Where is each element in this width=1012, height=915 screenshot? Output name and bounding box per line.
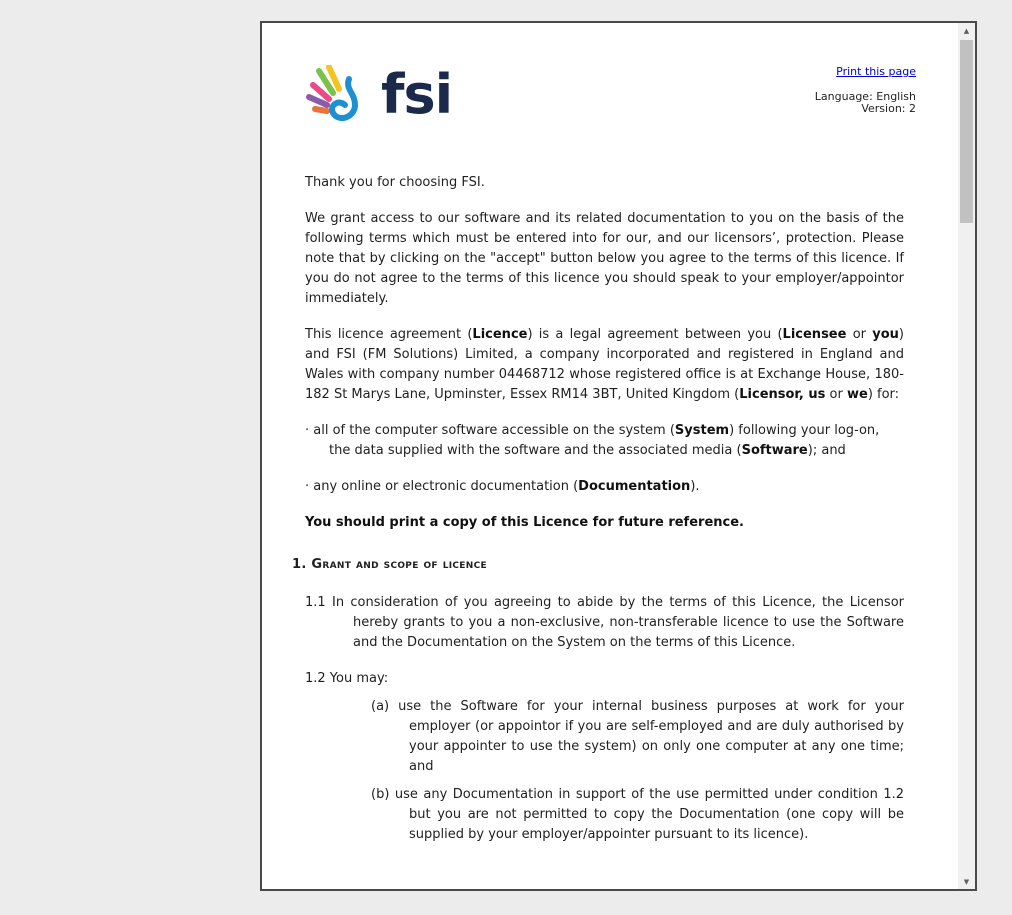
clause-1-1: 1.1 In consideration of you agreeing to abide by the terms of this Licence, the Licensor hereby grants to you a non-exclusive, non-transferable licence to use the Software and the Documentation on the System on the terms of this Licence.: [305, 595, 904, 650]
agreement-text-1: This licence agreement (: [305, 327, 473, 342]
thanks-paragraph: Thank you for choosing FSI.: [305, 175, 485, 190]
agreement-text-5: or: [825, 387, 847, 402]
print-page-link[interactable]: Print this page: [836, 65, 916, 78]
term-documentation: Documentation: [578, 479, 691, 494]
section-1-heading: 1. Grant and scope of licence: [292, 557, 487, 572]
print-notice-text: You should print a copy of this Licence for future reference.: [305, 515, 744, 530]
version-label: Version: 2: [861, 102, 916, 115]
print-notice: [305, 513, 904, 533]
fsi-hand-icon: [305, 65, 377, 125]
scrollbar-thumb[interactable]: [960, 40, 973, 223]
clause-1-2: 1.2 You may:: [305, 671, 389, 686]
bullet1-text-2: ) following your log-on, the data supplied with the software and the associated media (: [329, 423, 880, 458]
clause-1-2-b: (b) use any Documentation in support of the use permitted under condition 1.2 but you are not permitted to copy the Documentation (one copy will be supplied by your employer/appointer pursuant to its licence).: [371, 787, 904, 842]
language-label: Language: English: [814, 90, 916, 103]
term-licensee: Licensee: [782, 327, 847, 342]
licence-content: [262, 23, 957, 889]
bullet2-text-2: ).: [690, 479, 700, 494]
term-licence: Licence: [472, 327, 528, 342]
document-meta: [815, 91, 916, 115]
bullet1-text-1: · all of the computer software accessible on the system (: [305, 423, 675, 438]
agreement-text-3: or: [846, 327, 873, 342]
agreement-text-6: ) for:: [867, 387, 900, 402]
grant-access-paragraph: We grant access to our software and its related documentation to you on the basis of the following terms which must be entered into for our, and our licensors’, protection. Please note that by clicking on the "accept" button below you agree to the terms of this licence. If you do not agree to the terms of this licence you should speak to your employer/appointor immediately.: [305, 211, 904, 306]
agreement-text-2: ) is a legal agreement between you (: [527, 327, 783, 342]
logo-wordmark: fsi: [381, 63, 453, 126]
term-system: System: [674, 423, 730, 438]
term-we: we: [846, 387, 868, 402]
bullet2-text-1: · any online or electronic documentation (: [305, 479, 579, 494]
fsi-logo: [305, 65, 452, 125]
bullet-documentation: [305, 477, 904, 497]
licence-body: [292, 173, 904, 853]
scroll-down-arrow-icon[interactable]: ▼: [963, 877, 970, 886]
term-you: you: [872, 327, 899, 342]
agreement-text-4: ) and FSI (FM Solutions) Limited, a company incorporated and registered in England and Wales with company number 04468712 whose registered office is at Exchange House, 180-182 St Marys Lane, Upminster, Essex RM14 3BT, United Kingdom (: [305, 327, 904, 402]
term-licensor: Licensor, us: [739, 387, 826, 402]
scroll-up-arrow-icon[interactable]: ▲: [963, 26, 970, 35]
licence-frame: [260, 21, 977, 891]
bullet1-text-3: ); and: [807, 443, 846, 458]
agreement-paragraph: [305, 325, 904, 405]
term-software: Software: [741, 443, 808, 458]
clause-1-2-a: (a) use the Software for your internal business purposes at work for your employer (or appointor if you are self-employed and are duly authorised by your appointer to use the system) on only one computer at any one time; and: [371, 699, 904, 774]
vertical-scrollbar[interactable]: [958, 23, 975, 889]
bullet-software: [305, 421, 904, 461]
